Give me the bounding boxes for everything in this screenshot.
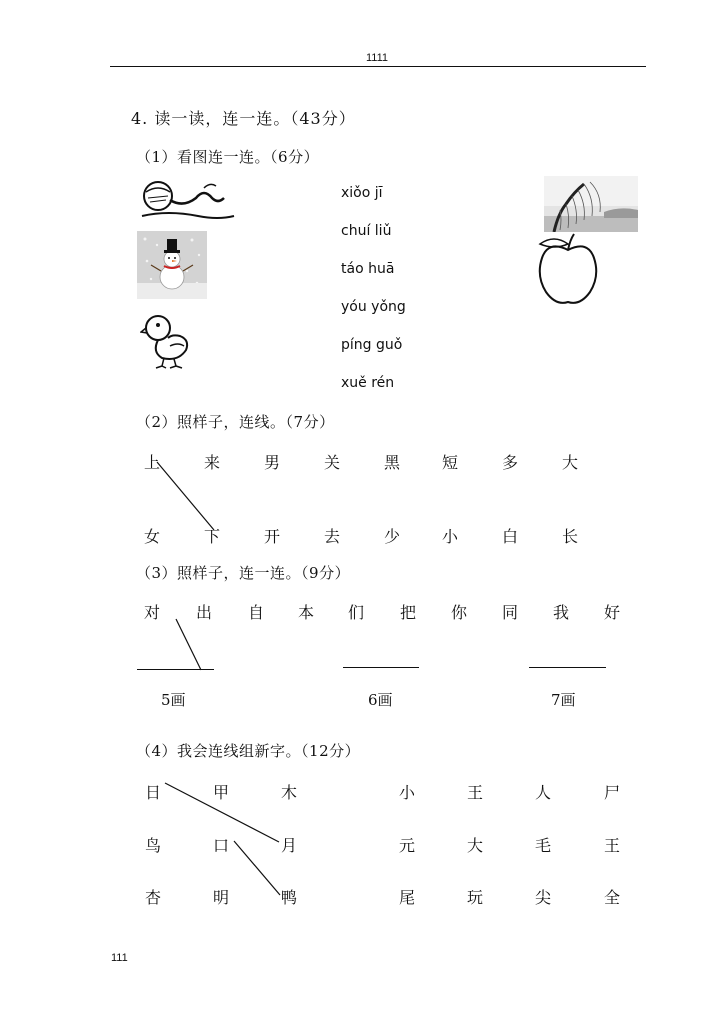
- right-grid-char: 王: [467, 783, 484, 802]
- part3-heading: （3）照样子，连一连。（9分）: [136, 564, 351, 582]
- left-grid-char: 鸭: [281, 888, 298, 907]
- antonym-bottom-char: 女: [144, 527, 161, 546]
- right-grid-char: 小: [399, 783, 416, 802]
- left-grid-char: 口: [213, 836, 230, 855]
- pinyin-item: píng guǒ: [341, 337, 403, 353]
- left-grid-char: 杏: [145, 888, 162, 907]
- part2-heading: （2）照样子，连线。（7分）: [136, 413, 335, 431]
- right-grid-char: 人: [535, 783, 552, 802]
- antonym-top-char: 来: [204, 453, 221, 472]
- antonym-bottom-char: 开: [264, 527, 281, 546]
- antonym-top-char: 关: [324, 453, 341, 472]
- stroke-char: 出: [196, 603, 213, 622]
- stroke-char: 们: [348, 603, 365, 622]
- right-grid-char: 全: [604, 888, 621, 907]
- example-line-compose-2: [234, 841, 280, 895]
- right-grid-char: 尾: [399, 888, 416, 907]
- footer-page-number: 111: [111, 952, 128, 964]
- pinyin-item: xiǒo jī: [341, 185, 383, 201]
- stroke-char: 把: [400, 603, 417, 622]
- example-line-antonym: [157, 462, 214, 530]
- example-line-compose-1: [165, 783, 279, 842]
- right-grid-char: 元: [399, 836, 416, 855]
- stroke-count-label: 6画: [368, 691, 393, 709]
- pinyin-item: táo huā: [341, 261, 395, 277]
- right-grid-char: 尸: [604, 783, 621, 802]
- antonym-bottom-char: 去: [324, 527, 341, 546]
- right-grid-char: 王: [604, 836, 621, 855]
- right-grid-char: 尖: [535, 888, 552, 907]
- antonym-bottom-char: 下: [204, 527, 221, 546]
- example-line-stroke: [176, 619, 201, 670]
- antonym-top-char: 短: [442, 453, 459, 472]
- left-grid-char: 明: [213, 888, 230, 907]
- antonym-bottom-char: 少: [384, 527, 401, 546]
- antonym-top-char: 上: [144, 453, 161, 472]
- question-title: 4. 读一读，连一连。（43分）: [131, 109, 356, 128]
- stroke-char: 同: [502, 603, 519, 622]
- antonym-top-char: 黑: [384, 453, 401, 472]
- pinyin-item: xuě rén: [341, 375, 395, 391]
- pinyin-item: chuí liǔ: [341, 223, 392, 239]
- stroke-count-label: 7画: [551, 691, 576, 709]
- left-grid-char: 月: [281, 836, 298, 855]
- header-page-label: 1111: [366, 52, 389, 64]
- stroke-char: 你: [451, 603, 468, 622]
- left-grid-char: 木: [281, 783, 298, 802]
- part4-heading: （4）我会连线组新字。（12分）: [136, 742, 361, 760]
- right-grid-char: 毛: [535, 836, 552, 855]
- right-grid-char: 大: [467, 836, 484, 855]
- stroke-char: 对: [144, 603, 161, 622]
- left-grid-char: 日: [145, 783, 162, 802]
- antonym-top-char: 男: [264, 453, 281, 472]
- pinyin-item: yóu yǒng: [341, 299, 406, 315]
- antonym-top-char: 大: [562, 453, 579, 472]
- stroke-char: 我: [553, 603, 570, 622]
- left-grid-char: 鸟: [145, 836, 162, 855]
- right-grid-char: 玩: [467, 888, 484, 907]
- antonym-top-char: 多: [502, 453, 519, 472]
- antonym-bottom-char: 长: [562, 527, 579, 546]
- stroke-char: 自: [248, 603, 265, 622]
- stroke-count-label: 5画: [161, 691, 186, 709]
- antonym-bottom-char: 白: [502, 527, 519, 546]
- part1-heading: （1）看图连一连。（6分）: [136, 148, 320, 166]
- antonym-bottom-char: 小: [442, 527, 459, 546]
- stroke-char: 本: [298, 603, 315, 622]
- left-grid-char: 甲: [213, 783, 230, 802]
- stroke-char: 好: [604, 603, 621, 622]
